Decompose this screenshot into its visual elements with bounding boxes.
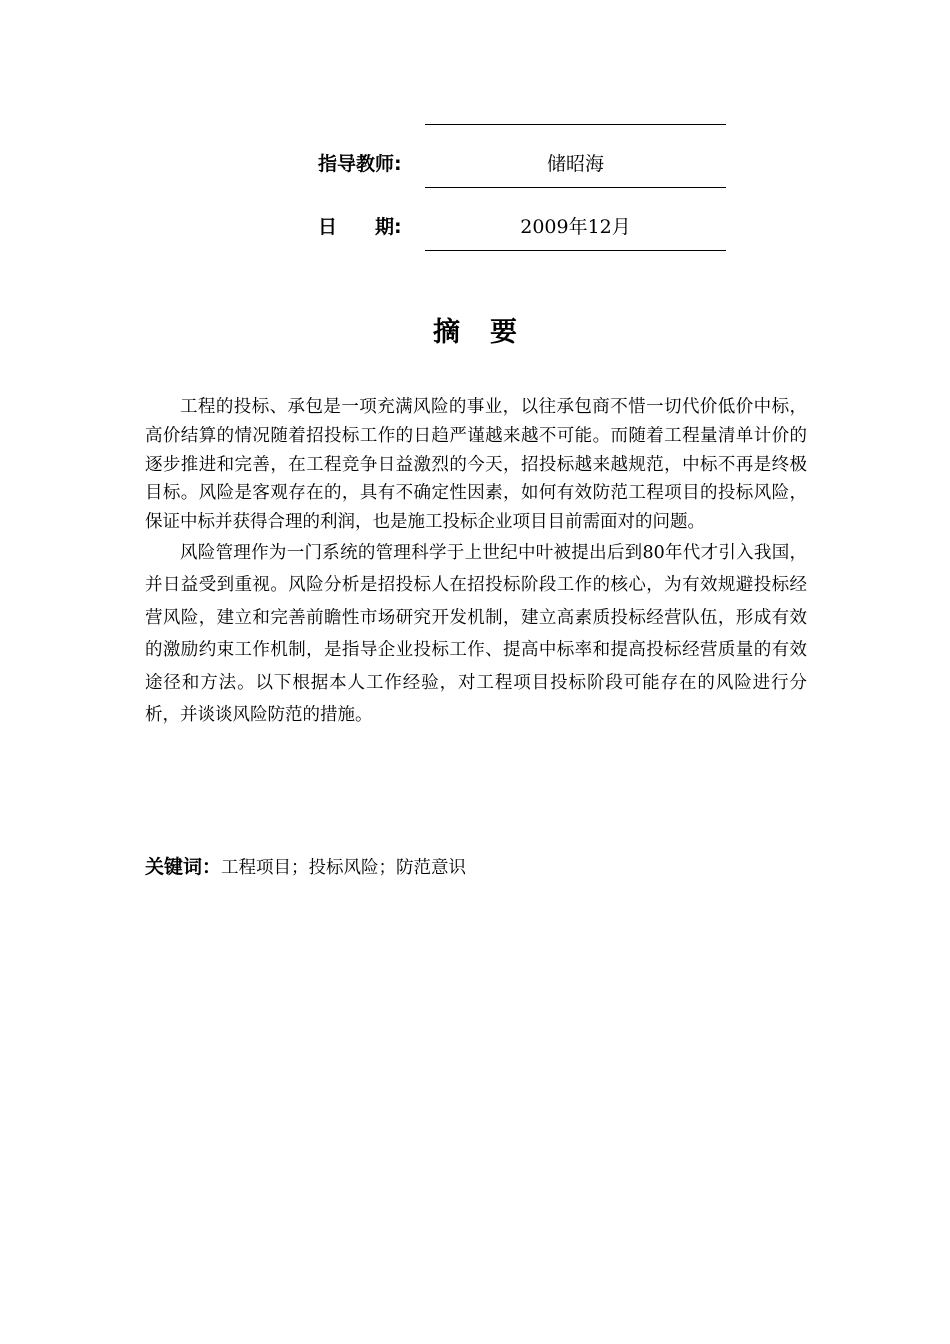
keywords-line	[145, 852, 807, 883]
keywords-label: 关键词：	[145, 856, 222, 878]
date-underline	[425, 250, 726, 251]
abstract-title: 摘要	[433, 317, 547, 348]
advisor-underline	[425, 187, 726, 188]
abstract-paragraph: 工程的投标、承包是一项充满风险的事业，以往承包商不惜一切代价低价中标，高价结算的情况随着招投标工作的日趋严谨越来越不可能。而随着工程量清单计价的逐步推进和完善，在工程竞争日益激烈的今天，招投标越来越规范，中标不再是终极目标。风险是客观存在的，具有不确定性因素，如何有效防范工程项目的投标风险，保证中标并获得合理的利润，也是施工投标企业项目目前需面对的问题。	[145, 397, 807, 533]
abstract-body	[145, 393, 807, 731]
form-top-rule	[425, 124, 726, 125]
advisor-label: 指导教师:	[318, 153, 402, 175]
abstract-paragraph: 风险管理作为一门系统的管理科学于上世纪中叶被提出后到80年代才引入我国，并日益受到重视。风险分析是招投标人在招投标阶段工作的核心，为有效规避投标经营风险，建立和完善前瞻性市场研究开发机制，建立高素质投标经营队伍，形成有效的激励约束工作机制，是指导企业投标工作、提高中标率和提高投标经营质量的有效途径和方法。以下根据本人工作经验，对工程项目投标阶段可能存在的风险进行分析，并谈谈风险防范的措施。	[145, 542, 807, 726]
keywords-text: 工程项目；投标风险；防范意识	[221, 858, 467, 878]
advisor-name: 储昭海	[546, 153, 604, 175]
date-value: 2009年12月	[520, 216, 631, 238]
date-label: 日 期:	[318, 216, 402, 238]
